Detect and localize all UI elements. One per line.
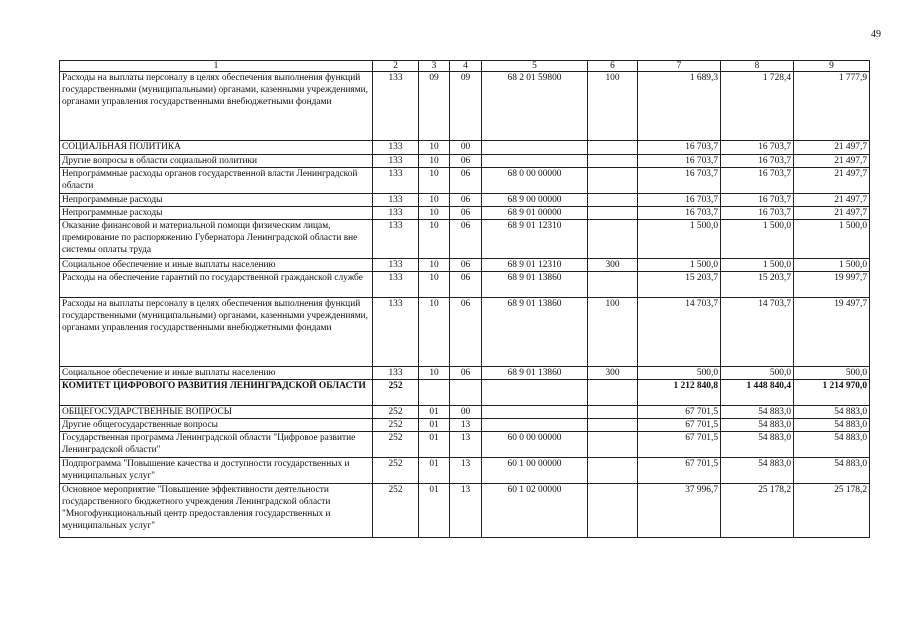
section-code-cell: 10 (419, 259, 450, 272)
target-item-code-cell: 68 9 01 13860 (482, 367, 588, 380)
year2-amount-cell: 16 703,7 (721, 141, 794, 155)
target-item-code-cell: 60 1 02 00000 (482, 484, 588, 538)
year1-amount-cell: 67 701,5 (638, 432, 721, 458)
item-name-cell: Социальное обеспечение и иные выплаты населению (60, 259, 373, 272)
year2-amount-cell: 16 703,7 (721, 194, 794, 207)
grbs-code-cell: 252 (373, 380, 419, 406)
expense-type-cell: 300 (588, 259, 638, 272)
section-code-cell: 10 (419, 207, 450, 220)
table-row (60, 207, 870, 220)
column-header-9: 9 (794, 61, 870, 72)
year2-amount-cell: 54 883,0 (721, 458, 794, 484)
column-header-7: 7 (638, 61, 721, 72)
table-row (60, 298, 870, 367)
expense-type-cell (588, 406, 638, 419)
item-name-cell: Непрограммные расходы (60, 194, 373, 207)
item-name-cell: Социальное обеспечение и иные выплаты населению (60, 367, 373, 380)
subsection-code-cell (450, 380, 482, 406)
item-name-cell: Расходы на обеспечение гарантий по государственной гражданской службе (60, 272, 373, 298)
column-header-5: 5 (482, 61, 588, 72)
item-name-cell: Расходы на выплаты персоналу в целях обеспечения выполнения функций государственными (муниципальными) органами, казенными учреждениями, органами управления государственными внебюджетными фондами (60, 72, 373, 141)
section-code-cell: 10 (419, 220, 450, 259)
target-item-code-cell (482, 155, 588, 168)
expense-type-cell (588, 155, 638, 168)
table-row (60, 194, 870, 207)
expense-type-cell (588, 207, 638, 220)
year2-amount-cell: 500,0 (721, 367, 794, 380)
subsection-code-cell: 06 (450, 272, 482, 298)
subsection-code-cell: 00 (450, 406, 482, 419)
grbs-code-cell: 133 (373, 220, 419, 259)
target-item-code-cell (482, 419, 588, 432)
year2-amount-cell: 1 500,0 (721, 220, 794, 259)
grbs-code-cell: 252 (373, 406, 419, 419)
table-body (60, 72, 870, 538)
year1-amount-cell: 500,0 (638, 367, 721, 380)
item-name-cell: Расходы на выплаты персоналу в целях обеспечения выполнения функций государственными (муниципальными) органами, казенными учреждениями, органами управления государственными внебюджетными фондами (60, 298, 373, 367)
section-code-cell: 10 (419, 272, 450, 298)
year1-amount-cell: 16 703,7 (638, 207, 721, 220)
grbs-code-cell: 133 (373, 155, 419, 168)
expense-type-cell (588, 458, 638, 484)
expense-type-cell: 100 (588, 72, 638, 141)
year3-amount-cell: 21 497,7 (794, 168, 870, 194)
year1-amount-cell: 37 996,7 (638, 484, 721, 538)
year3-amount-cell: 54 883,0 (794, 406, 870, 419)
target-item-code-cell: 68 2 01 59800 (482, 72, 588, 141)
year1-amount-cell: 16 703,7 (638, 194, 721, 207)
subsection-code-cell: 06 (450, 259, 482, 272)
section-code-cell: 01 (419, 432, 450, 458)
grbs-code-cell: 133 (373, 141, 419, 155)
item-name-cell: Основное мероприятие "Повышение эффективности деятельности государственного бюджетного учреждения Ленинградской области "Многофункциональный центр предоставления государственных и муниципальных услуг" (60, 484, 373, 538)
expense-type-cell: 100 (588, 298, 638, 367)
table-row (60, 155, 870, 168)
item-name-cell: Другие общегосударственные вопросы (60, 419, 373, 432)
target-item-code-cell (482, 141, 588, 155)
year1-amount-cell: 67 701,5 (638, 419, 721, 432)
table-row (60, 380, 870, 406)
year1-amount-cell: 1 500,0 (638, 220, 721, 259)
year1-amount-cell: 1 689,3 (638, 72, 721, 141)
table-row (60, 484, 870, 538)
target-item-code-cell: 68 9 01 13860 (482, 298, 588, 367)
subsection-code-cell: 13 (450, 484, 482, 538)
column-header-2: 2 (373, 61, 419, 72)
table-row (60, 406, 870, 419)
expense-type-cell (588, 141, 638, 155)
item-name-cell: КОМИТЕТ ЦИФРОВОГО РАЗВИТИЯ ЛЕНИНГРАДСКОЙ ОБЛАСТИ (60, 380, 373, 406)
expense-type-cell (588, 380, 638, 406)
year1-amount-cell: 16 703,7 (638, 141, 721, 155)
subsection-code-cell: 06 (450, 155, 482, 168)
subsection-code-cell: 06 (450, 220, 482, 259)
target-item-code-cell: 68 9 01 00000 (482, 207, 588, 220)
grbs-code-cell: 133 (373, 367, 419, 380)
table-row (60, 259, 870, 272)
table-row (60, 432, 870, 458)
subsection-code-cell: 06 (450, 194, 482, 207)
item-name-cell: Непрограммные расходы (60, 207, 373, 220)
section-code-cell: 01 (419, 406, 450, 419)
table-row (60, 272, 870, 298)
item-name-cell: Государственная программа Ленинградской области "Цифровое развитие Ленинградской области" (60, 432, 373, 458)
target-item-code-cell: 68 9 01 12310 (482, 220, 588, 259)
grbs-code-cell: 133 (373, 168, 419, 194)
grbs-code-cell: 252 (373, 432, 419, 458)
section-code-cell: 01 (419, 484, 450, 538)
item-name-cell: Подпрограмма "Повышение качества и доступности государственных и муниципальных услуг" (60, 458, 373, 484)
column-header-3: 3 (419, 61, 450, 72)
year2-amount-cell: 14 703,7 (721, 298, 794, 367)
table-row (60, 458, 870, 484)
year3-amount-cell: 1 777,9 (794, 72, 870, 141)
table-row (60, 220, 870, 259)
column-header-1: 1 (60, 61, 373, 72)
year3-amount-cell: 19 997,7 (794, 272, 870, 298)
grbs-code-cell: 133 (373, 298, 419, 367)
subsection-code-cell: 13 (450, 458, 482, 484)
subsection-code-cell: 13 (450, 419, 482, 432)
year1-amount-cell: 67 701,5 (638, 458, 721, 484)
table-row (60, 141, 870, 155)
section-code-cell: 10 (419, 194, 450, 207)
section-code-cell: 01 (419, 419, 450, 432)
year1-amount-cell: 1 212 840,8 (638, 380, 721, 406)
target-item-code-cell (482, 406, 588, 419)
year3-amount-cell: 54 883,0 (794, 419, 870, 432)
subsection-code-cell: 13 (450, 432, 482, 458)
subsection-code-cell: 09 (450, 72, 482, 141)
expense-type-cell (588, 484, 638, 538)
item-name-cell: Другие вопросы в области социальной политики (60, 155, 373, 168)
year3-amount-cell: 21 497,7 (794, 155, 870, 168)
table-row (60, 367, 870, 380)
year2-amount-cell: 1 448 840,4 (721, 380, 794, 406)
year2-amount-cell: 16 703,7 (721, 168, 794, 194)
year3-amount-cell: 21 497,7 (794, 194, 870, 207)
expense-type-cell (588, 168, 638, 194)
expense-type-cell (588, 432, 638, 458)
year3-amount-cell: 25 178,2 (794, 484, 870, 538)
year3-amount-cell: 21 497,7 (794, 207, 870, 220)
year2-amount-cell: 15 203,7 (721, 272, 794, 298)
section-code-cell (419, 380, 450, 406)
grbs-code-cell: 252 (373, 419, 419, 432)
section-code-cell: 10 (419, 298, 450, 367)
section-code-cell: 10 (419, 367, 450, 380)
year3-amount-cell: 1 500,0 (794, 259, 870, 272)
target-item-code-cell: 68 9 00 00000 (482, 194, 588, 207)
header-row (60, 61, 870, 72)
item-name-cell: Непрограммные расходы органов государственной власти Ленинградской области (60, 168, 373, 194)
target-item-code-cell (482, 380, 588, 406)
year2-amount-cell: 16 703,7 (721, 155, 794, 168)
year2-amount-cell: 1 500,0 (721, 259, 794, 272)
grbs-code-cell: 133 (373, 207, 419, 220)
section-code-cell: 09 (419, 72, 450, 141)
year3-amount-cell: 1 214 970,0 (794, 380, 870, 406)
table-row (60, 72, 870, 141)
year1-amount-cell: 1 500,0 (638, 259, 721, 272)
table-row (60, 168, 870, 194)
grbs-code-cell: 252 (373, 458, 419, 484)
year1-amount-cell: 15 203,7 (638, 272, 721, 298)
grbs-code-cell: 133 (373, 272, 419, 298)
year3-amount-cell: 19 497,7 (794, 298, 870, 367)
year3-amount-cell: 500,0 (794, 367, 870, 380)
year3-amount-cell: 54 883,0 (794, 458, 870, 484)
year2-amount-cell: 54 883,0 (721, 406, 794, 419)
section-code-cell: 10 (419, 141, 450, 155)
expense-type-cell (588, 220, 638, 259)
expense-type-cell: 300 (588, 367, 638, 380)
year1-amount-cell: 14 703,7 (638, 298, 721, 367)
section-code-cell: 01 (419, 458, 450, 484)
subsection-code-cell: 00 (450, 141, 482, 155)
expense-type-cell (588, 194, 638, 207)
year1-amount-cell: 16 703,7 (638, 168, 721, 194)
column-header-4: 4 (450, 61, 482, 72)
budget-table (59, 60, 870, 538)
grbs-code-cell: 252 (373, 484, 419, 538)
year3-amount-cell: 54 883,0 (794, 432, 870, 458)
subsection-code-cell: 06 (450, 168, 482, 194)
year2-amount-cell: 54 883,0 (721, 419, 794, 432)
year2-amount-cell: 1 728,4 (721, 72, 794, 141)
table-row (60, 419, 870, 432)
target-item-code-cell: 68 0 00 00000 (482, 168, 588, 194)
subsection-code-cell: 06 (450, 367, 482, 380)
subsection-code-cell: 06 (450, 298, 482, 367)
grbs-code-cell: 133 (373, 72, 419, 141)
target-item-code-cell: 60 0 00 00000 (482, 432, 588, 458)
target-item-code-cell: 60 1 00 00000 (482, 458, 588, 484)
column-header-6: 6 (588, 61, 638, 72)
grbs-code-cell: 133 (373, 194, 419, 207)
year3-amount-cell: 1 500,0 (794, 220, 870, 259)
year2-amount-cell: 54 883,0 (721, 432, 794, 458)
grbs-code-cell: 133 (373, 259, 419, 272)
year1-amount-cell: 67 701,5 (638, 406, 721, 419)
expense-type-cell (588, 272, 638, 298)
year2-amount-cell: 25 178,2 (721, 484, 794, 538)
page-number: 49 (871, 29, 881, 40)
item-name-cell: СОЦИАЛЬНАЯ ПОЛИТИКА (60, 141, 373, 155)
subsection-code-cell: 06 (450, 207, 482, 220)
section-code-cell: 10 (419, 168, 450, 194)
expense-type-cell (588, 419, 638, 432)
target-item-code-cell: 68 9 01 12310 (482, 259, 588, 272)
year1-amount-cell: 16 703,7 (638, 155, 721, 168)
item-name-cell: Оказание финансовой и материальной помощи физическим лицам, премирование по распоряжению Губернатора Ленинградской области вне системы оплаты труда (60, 220, 373, 259)
section-code-cell: 10 (419, 155, 450, 168)
year2-amount-cell: 16 703,7 (721, 207, 794, 220)
column-header-8: 8 (721, 61, 794, 72)
year3-amount-cell: 21 497,7 (794, 141, 870, 155)
target-item-code-cell: 68 9 01 13860 (482, 272, 588, 298)
item-name-cell: ОБЩЕГОСУДАРСТВЕННЫЕ ВОПРОСЫ (60, 406, 373, 419)
